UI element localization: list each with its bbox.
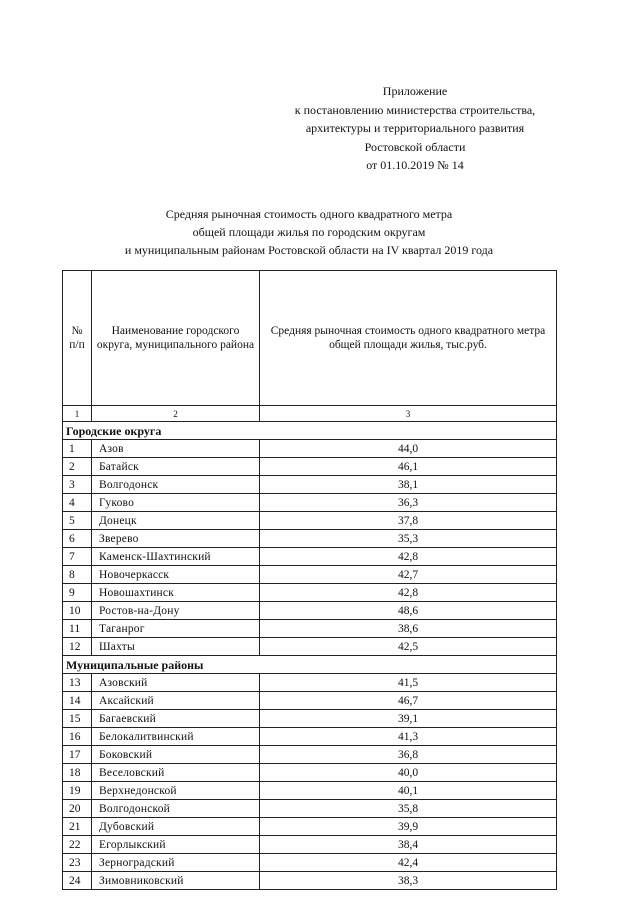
row-value: 38,4 [260, 836, 557, 854]
row-value: 36,8 [260, 746, 557, 764]
row-value: 35,3 [260, 530, 557, 548]
row-value: 39,9 [260, 818, 557, 836]
document-title [64, 205, 554, 259]
row-number: 10 [63, 602, 92, 620]
row-value: 46,7 [260, 692, 557, 710]
row-name: Новошахтинск [92, 584, 260, 602]
appendix-line: от 01.10.2019 № 14 [366, 158, 464, 172]
row-name: Новочеркасск [92, 566, 260, 584]
row-value: 35,8 [260, 800, 557, 818]
row-value: 42,7 [260, 566, 557, 584]
row-number: 24 [63, 872, 92, 890]
row-name: Зверево [92, 530, 260, 548]
row-number: 23 [63, 854, 92, 872]
row-value: 42,8 [260, 548, 557, 566]
row-value: 38,6 [260, 620, 557, 638]
row-name: Зимовниковский [92, 872, 260, 890]
table-row [63, 692, 557, 710]
row-name: Волгодонской [92, 800, 260, 818]
appendix-line: архитектуры и территориального развития [305, 121, 525, 135]
table-row [63, 494, 557, 512]
table-row [63, 854, 557, 872]
row-name: Азов [92, 440, 260, 458]
appendix-block [260, 82, 570, 175]
table-row [63, 566, 557, 584]
row-number: 15 [63, 710, 92, 728]
row-value: 48,6 [260, 602, 557, 620]
table-row [63, 782, 557, 800]
row-name: Зерноградский [92, 854, 260, 872]
row-number: 9 [63, 584, 92, 602]
title-line: общей площади жилья по городским округам [192, 225, 426, 239]
row-value: 40,0 [260, 764, 557, 782]
table-body [63, 271, 557, 890]
row-number: 20 [63, 800, 92, 818]
row-number: 7 [63, 548, 92, 566]
row-name: Аксайский [92, 692, 260, 710]
row-number: 8 [63, 566, 92, 584]
row-number: 2 [63, 458, 92, 476]
row-number: 21 [63, 818, 92, 836]
row-name: Шахты [92, 638, 260, 656]
row-name: Верхнедонской [92, 782, 260, 800]
table-row [63, 764, 557, 782]
row-number: 5 [63, 512, 92, 530]
row-value: 44,0 [260, 440, 557, 458]
row-name: Белокалитвинский [92, 728, 260, 746]
table-row [63, 602, 557, 620]
row-number: 3 [63, 476, 92, 494]
row-value: 42,4 [260, 854, 557, 872]
table-row [63, 530, 557, 548]
table-row [63, 548, 557, 566]
row-number: 16 [63, 728, 92, 746]
table-row [63, 728, 557, 746]
row-name: Каменск-Шахтинский [92, 548, 260, 566]
table-row [63, 872, 557, 890]
title-line: Средняя рыночная стоимость одного квадратного метра [165, 207, 453, 221]
row-number: 13 [63, 674, 92, 692]
table-row [63, 512, 557, 530]
price-table [62, 270, 557, 890]
appendix-line: Приложение [382, 84, 448, 98]
row-name: Гуково [92, 494, 260, 512]
table-header-row [63, 271, 557, 406]
row-number: 22 [63, 836, 92, 854]
table-row [63, 800, 557, 818]
table-row [63, 638, 557, 656]
group-title: Городские округа [63, 422, 557, 440]
row-number: 18 [63, 764, 92, 782]
header-value: Средняя рыночная стоимость одного квадратного метра общей площади жилья, тыс.руб. [260, 271, 557, 406]
appendix-line: Ростовской области [364, 139, 466, 154]
column-number: 1 [63, 406, 92, 422]
row-name: Багаевский [92, 710, 260, 728]
row-name: Волгодонск [92, 476, 260, 494]
row-name: Веселовский [92, 764, 260, 782]
group-header-row [63, 422, 557, 440]
row-number: 12 [63, 638, 92, 656]
row-number: 4 [63, 494, 92, 512]
table-row [63, 710, 557, 728]
title-line: и муниципальным районам Ростовской области на IV квартал 2019 года [124, 243, 494, 257]
table-row [63, 836, 557, 854]
row-name: Егорлыкский [92, 836, 260, 854]
row-value: 42,5 [260, 638, 557, 656]
row-value: 39,1 [260, 710, 557, 728]
column-number: 3 [260, 406, 557, 422]
row-value: 40,1 [260, 782, 557, 800]
row-value: 42,8 [260, 584, 557, 602]
table-row [63, 584, 557, 602]
row-number: 17 [63, 746, 92, 764]
group-header-row [63, 656, 557, 674]
header-num: № п/п [63, 271, 92, 406]
row-number: 11 [63, 620, 92, 638]
row-name: Дубовский [92, 818, 260, 836]
row-value: 46,1 [260, 458, 557, 476]
row-value: 41,5 [260, 674, 557, 692]
row-value: 36,3 [260, 494, 557, 512]
row-number: 19 [63, 782, 92, 800]
row-number: 6 [63, 530, 92, 548]
header-name: Наименование городского округа, муниципального района [92, 271, 260, 406]
row-name: Таганрог [92, 620, 260, 638]
appendix-line: к постановлению министерства строительства, [294, 102, 536, 117]
row-value: 38,3 [260, 872, 557, 890]
row-name: Батайск [92, 458, 260, 476]
row-name: Ростов-на-Дону [92, 602, 260, 620]
table-row [63, 746, 557, 764]
row-number: 14 [63, 692, 92, 710]
table-row [63, 458, 557, 476]
column-number: 2 [92, 406, 260, 422]
row-number: 1 [63, 440, 92, 458]
row-name: Азовский [92, 674, 260, 692]
row-value: 37,8 [260, 512, 557, 530]
group-title: Муниципальные районы [63, 656, 557, 674]
table-row [63, 620, 557, 638]
row-name: Боковский [92, 746, 260, 764]
row-value: 41,3 [260, 728, 557, 746]
table-row [63, 440, 557, 458]
table-row [63, 818, 557, 836]
table-row [63, 674, 557, 692]
table-row [63, 476, 557, 494]
column-numbers-row [63, 406, 557, 422]
row-value: 38,1 [260, 476, 557, 494]
row-name: Донецк [92, 512, 260, 530]
